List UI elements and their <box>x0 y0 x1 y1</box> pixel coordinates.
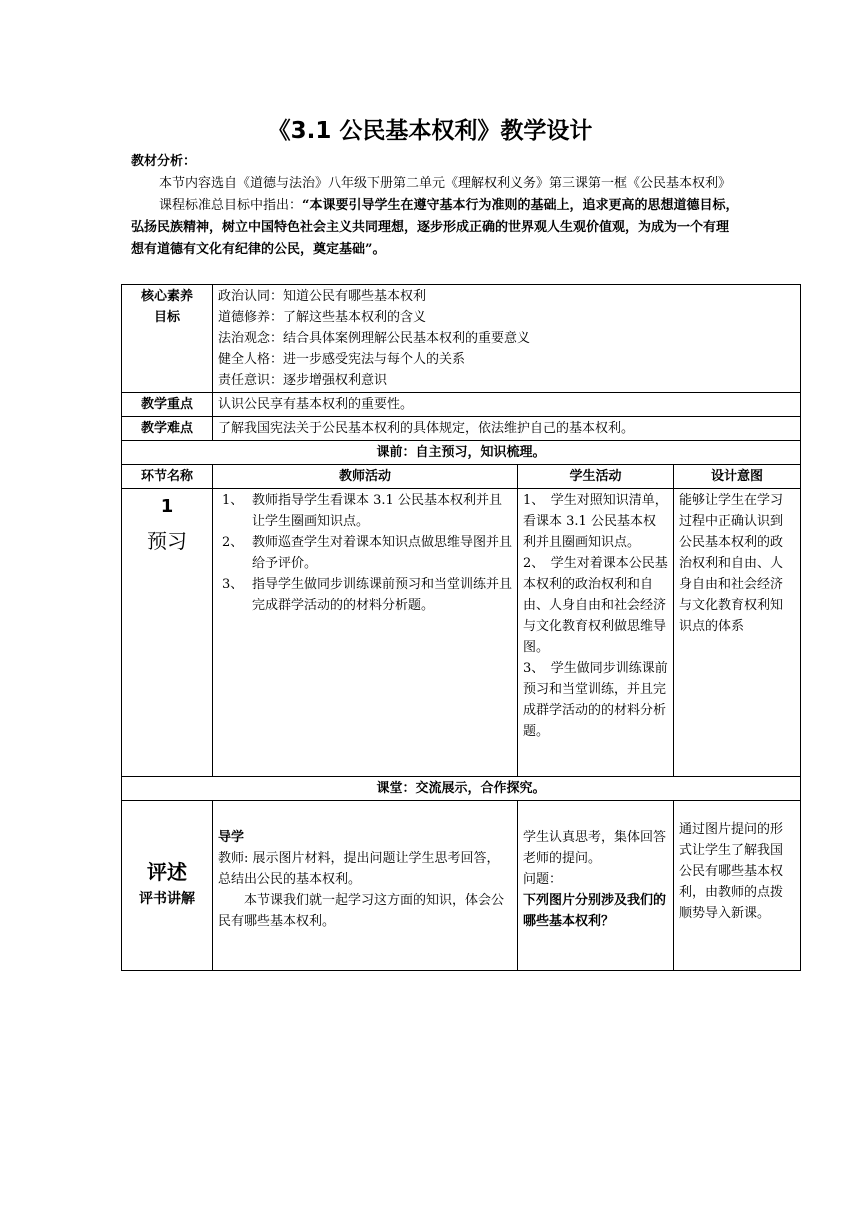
item-text: 指导学生做同步训练课前预习和当堂训练并且完成群学活动的的材料分析题。 <box>252 577 513 613</box>
stage-preview-cell <box>122 489 213 777</box>
difficulty-text: 了解我国宪法关于公民基本权利的具体规定，依法维护自己的基本权利。 <box>213 417 801 441</box>
student-question-label: 问题： <box>523 872 563 887</box>
stage-number: 1 <box>160 496 174 517</box>
core-label-line2: 目标 <box>153 310 180 325</box>
material-analysis <box>131 151 741 261</box>
section-in-class-row <box>122 777 801 801</box>
design-intent-cell: 能够让学生在学习过程中正确认识到公民基本权利的政治权利和自由、人身自由和社会经济与文化教育权利知识点的体系 <box>674 489 801 777</box>
student-item: 2、 学生对着课本公民基本权利的政治权利和自由、人身自由和社会经济与文化教育权利做思维导图。 <box>523 556 668 655</box>
student-activity-cell <box>518 801 674 971</box>
analysis-paragraph-source: 本节内容选自《道德与法治》八年级下册第二单元《理解权利义务》第三课第一框《公民基本权利》 <box>159 176 732 191</box>
design-intent-cell: 通过图片提问的形式让学生了解我国公民有哪些基本权利，由教师的点拨顺势导入新课。 <box>674 801 801 971</box>
difficulty-row <box>122 417 801 441</box>
section-pre-class: 课前：自主预习，知识梳理。 <box>122 441 801 465</box>
core-item: 道德修养：了解这些基本权利的含义 <box>218 310 427 325</box>
item-number: 3、 <box>222 577 244 592</box>
section-in-class: 课堂：交流展示，合作探究。 <box>122 777 801 801</box>
list-item <box>222 532 513 574</box>
standard-lead: 课程标准总目标中指出： <box>159 198 303 213</box>
header-stage: 环节名称 <box>122 465 213 489</box>
guide-title: 导学 <box>218 830 245 845</box>
header-student: 学生活动 <box>518 465 674 489</box>
standard-quote: “本课要引导学生在遵守基本行为准则的基础上，追求更高的思想道德目标，弘扬民族精神，树立中国特色社会主义共同理想，逐步形成正确的世界观人生观价值观，为成为一个有理想有道德有文化有纪律的公民，奠定基础”。 <box>131 198 739 257</box>
core-literacy-items <box>213 285 801 393</box>
list-item <box>222 490 512 532</box>
lesson-design-table <box>121 284 801 971</box>
item-text: 教师指导学生看课本 3.1 公民基本权利并且让学生圈画知识点。 <box>252 493 502 529</box>
analysis-heading: 教材分析： <box>131 154 197 169</box>
student-activity-cell <box>518 489 674 777</box>
header-intent: 设计意图 <box>674 465 801 489</box>
teacher-activity-cell <box>213 801 518 971</box>
list-item <box>222 574 513 616</box>
core-item: 政治认同：知道公民有哪些基本权利 <box>218 289 427 304</box>
stage-name: 预习 <box>147 529 187 553</box>
item-text: 教师巡查学生对着课本知识点做思维导图并且给予评价。 <box>252 535 513 571</box>
column-header-row <box>122 465 801 489</box>
stage-subtitle: 评书讲解 <box>139 891 195 907</box>
item-number: 2、 <box>222 535 244 550</box>
stage-review-cell <box>122 801 213 971</box>
page-title: 《3.1 公民基本权利》教学设计 <box>267 118 593 144</box>
key-point-label: 教学重点 <box>122 393 213 417</box>
difficulty-label: 教学难点 <box>122 417 213 441</box>
core-literacy-row <box>122 285 801 393</box>
key-point-text: 认识公民享有基本权利的重要性。 <box>213 393 801 417</box>
student-text: 学生认真思考，集体回答老师的提问。 <box>523 830 667 866</box>
header-teacher: 教师活动 <box>213 465 518 489</box>
student-item: 3、 学生做同步训练课前预习和当堂训练，并且完成群学活动的的材料分析题。 <box>523 661 668 739</box>
core-label-line1: 核心素养 <box>140 289 193 304</box>
teacher-text: 教师: 展示图片材料，提出问题让学生思考回答，总结出公民的基本权利。 <box>218 851 500 887</box>
teacher-activity-list <box>218 490 512 616</box>
stage-preview-row <box>122 489 801 777</box>
core-literacy-label <box>122 285 213 393</box>
core-item: 责任意识：逐步增强权利意识 <box>218 373 388 388</box>
analysis-paragraph-standard <box>131 195 741 261</box>
key-point-row <box>122 393 801 417</box>
stage-name: 评述 <box>147 860 187 884</box>
core-item: 法治观念：结合具体案例理解公民基本权利的重要意义 <box>218 331 531 346</box>
section-pre-class-row <box>122 441 801 465</box>
teacher-activity-cell <box>213 489 518 777</box>
student-item: 1、 学生对照知识清单，看课本 3.1 公民基本权利并且圈画知识点。 <box>523 493 668 550</box>
core-item: 健全人格：进一步感受宪法与每个人的关系 <box>218 352 466 367</box>
teacher-text: 本节课我们就一起学习这方面的知识，体会公民有哪些基本权利。 <box>218 893 505 929</box>
student-question: 下列图片分别涉及我们的哪些基本权利？ <box>523 893 667 929</box>
item-number: 1、 <box>222 493 244 508</box>
stage-review-row <box>122 801 801 971</box>
